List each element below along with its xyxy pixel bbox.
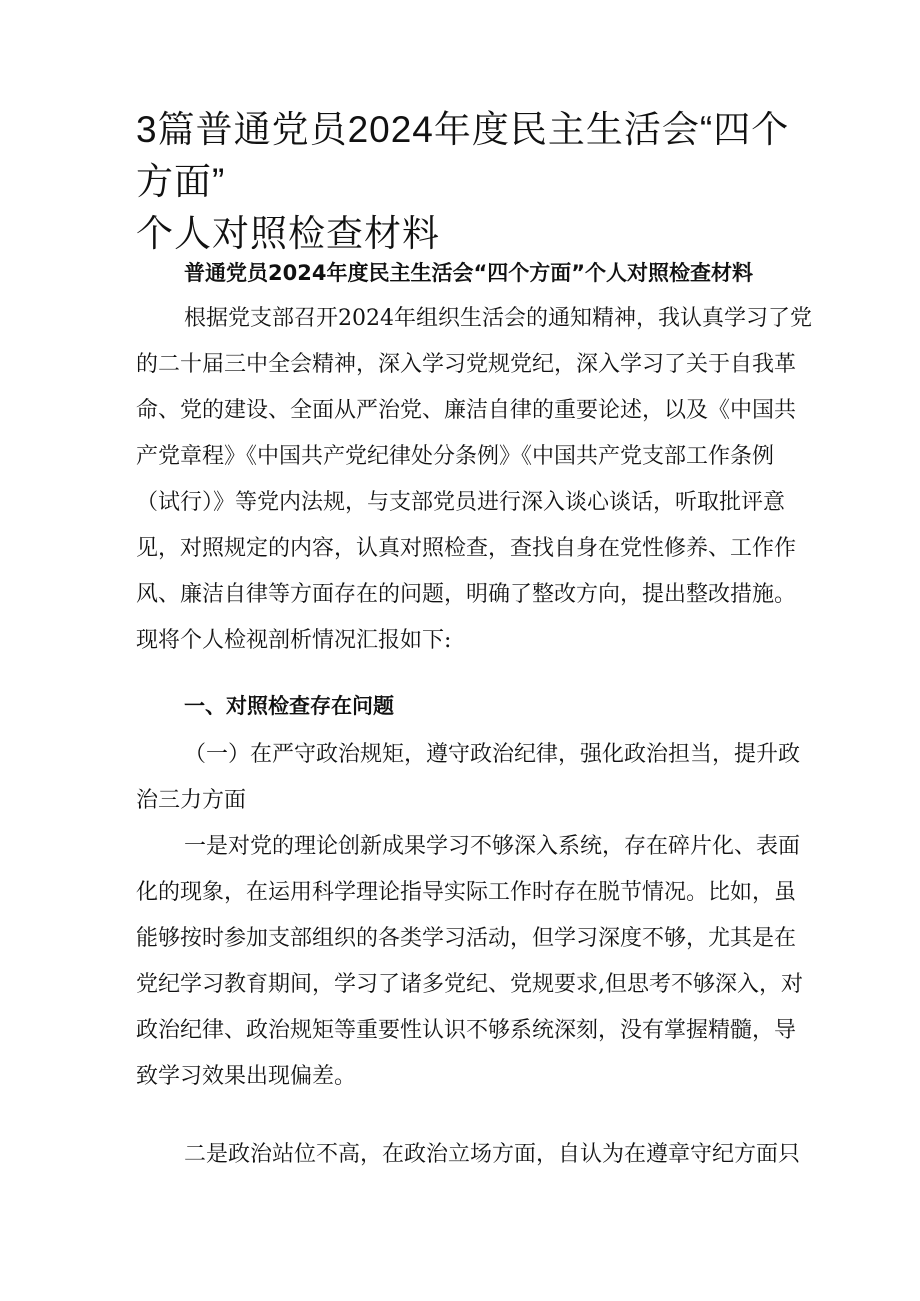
point-1-line-6: 致学习效果出现偏差。 — [136, 1064, 357, 1089]
point-1-line-2: 化的现象，在运用科学理论指导实际工作时存在脱节情况。比如，虽 — [136, 880, 797, 905]
document-title-line-2: 个人对照检查材料 — [136, 213, 440, 254]
intro-line-5: （试行）》等党内法规，与支部党员进行深入谈心谈话，听取批评意 — [136, 490, 786, 515]
intro-line-4: 产党章程》《中国共产党纪律处分条例》《中国共产党支部工作条例 — [136, 444, 775, 469]
intro-line-3: 命、党的建设、全面从严治党、廉洁自律的重要论述，以及《中国共 — [136, 398, 797, 423]
intro-line-2: 的二十届三中全会精神，深入学习党规党纪，深入学习了关于自我革 — [136, 352, 797, 377]
document-subtitle: 普通党员2024年度民主生活会“四个方面”个人对照检查材料 — [184, 261, 754, 285]
point-1-line-1: 一是对党的理论创新成果学习不够深入系统，存在碎片化、表面 — [184, 834, 801, 859]
intro-line-6: 见，对照规定的内容，认真对照检查，查找自身在党性修养、工作作 — [136, 536, 797, 561]
subsection-line-2: 治三力方面 — [136, 788, 247, 813]
document-title-line-1: 3篇普通党员2024年度民主生活会“四个方面” — [136, 109, 790, 202]
intro-line-8: 现将个人检视剖析情况汇报如下: — [136, 628, 452, 653]
intro-line-7: 风、廉洁自律等方面存在的问题，明确了整改方向，提出整改措施。 — [136, 582, 797, 607]
intro-line-1: 根据党支部召开2024年组织生活会的通知精神，我认真学习了党 — [184, 306, 812, 331]
subsection-line-1: （一）在严守政治规矩，遵守政治纪律，强化政治担当，提升政 — [184, 742, 801, 767]
section-heading: 一、对照检查存在问题 — [184, 694, 394, 718]
point-2-line-1: 二是政治站位不高，在政治立场方面，自认为在遵章守纪方面只 — [184, 1142, 801, 1167]
point-1-line-5: 政治纪律、政治规矩等重要性认识不够系统深刻，没有掌握精髓，导 — [136, 1018, 797, 1043]
point-1-line-3: 能够按时参加支部组织的各类学习活动，但学习深度不够，尤其是在 — [136, 926, 797, 951]
document-title — [136, 104, 796, 260]
point-1-line-4: 党纪学习教育期间，学习了诸多党纪、党规要求,但思考不够深入，对 — [136, 972, 803, 997]
